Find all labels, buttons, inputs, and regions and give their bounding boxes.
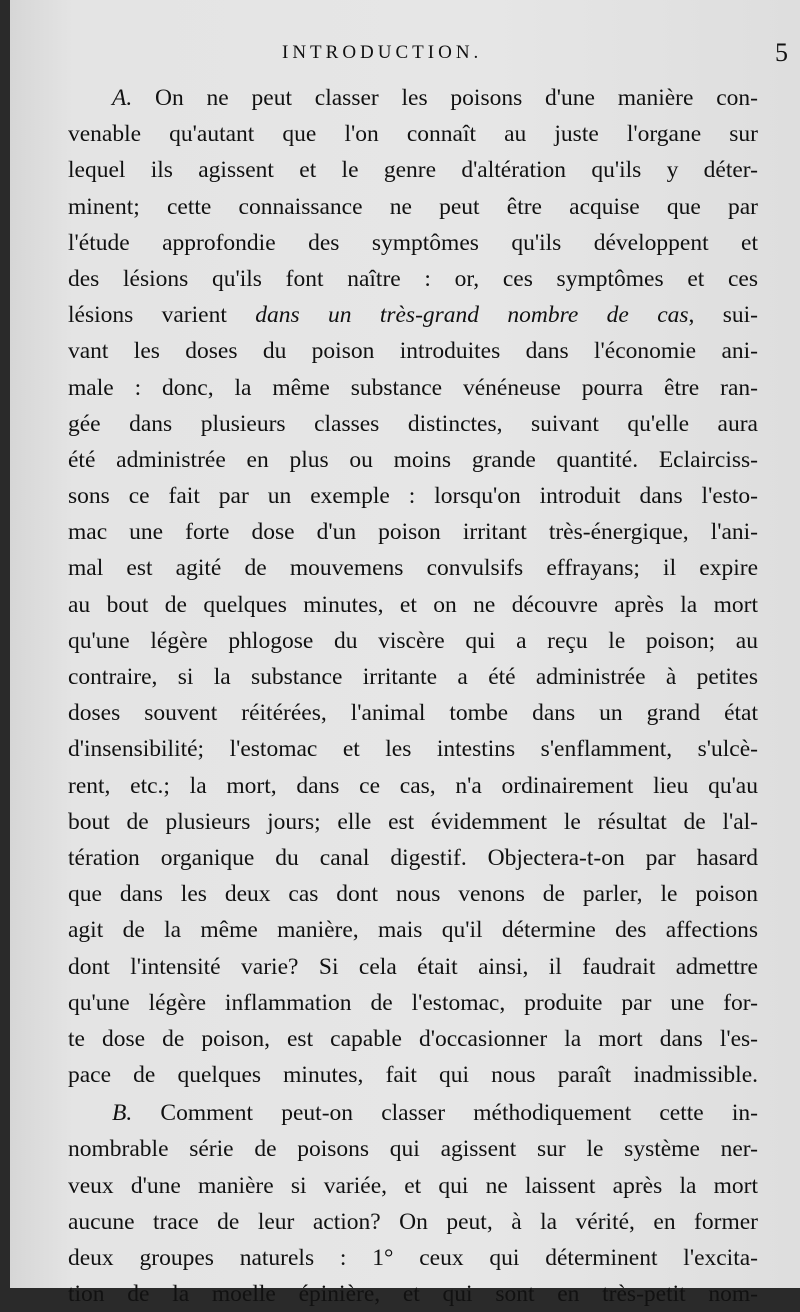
- paragraph-a-line-12: sons ce fait par un exemple : lorsqu'on introduit dans l'esto-: [68, 483, 758, 510]
- paragraph-a-line-14: mal est agité de mouvemens convulsifs effrayans; il expire: [68, 555, 758, 582]
- paragraph-a-line-5: l'étude approfondie des symptômes qu'ils développent et: [68, 229, 758, 256]
- paragraph-a-line-11: été administrée en plus ou moins grande quantité. Eclairciss-: [68, 446, 758, 473]
- paragraph-a-line-21: bout de plusieurs jours; elle est évidemment le résultat de l'al-: [68, 808, 758, 835]
- italic-phrase: dans un très-grand nombre de cas: [255, 302, 689, 329]
- paragraph-b-line-5: deux groupes naturels : 1° ceux qui déterminent l'excita-: [68, 1245, 758, 1271]
- paragraph-b-line-6: tion de la moelle épinière, et qui sont en très-petit nom-: [68, 1281, 758, 1308]
- body-text: [68, 80, 758, 1312]
- paragraph-a-line-2: venable qu'autant que l'on connaît au juste l'organe sur: [68, 121, 758, 148]
- running-head: INTRODUCTION.: [282, 42, 483, 63]
- paragraph-a-line-9: male : donc, la même substance vénéneuse pourra être ran-: [68, 374, 758, 401]
- page-header: [10, 38, 800, 72]
- page-number: 5: [775, 38, 788, 67]
- paragraph-a-line-16: qu'une légère phlogose du viscère qui a reçu le poison; au: [68, 627, 758, 654]
- paragraph-b-line-3: veux d'une manière si variée, et qui ne laissent après la mort: [68, 1172, 758, 1199]
- paragraph-a-line-27: te dose de poison, est capable d'occasionner la mort dans l'es-: [68, 1025, 758, 1052]
- paragraph-a-label: A.: [112, 85, 133, 111]
- paragraph-a-line-6: des lésions qu'ils font naître : or, ces symptômes et ces: [68, 265, 758, 292]
- paragraph-a-line-1: A. On ne peut classer les poisons d'une manière con-: [112, 85, 758, 111]
- paragraph-a-line-18: doses souvent réitérées, l'animal tombe dans un grand état: [68, 700, 758, 727]
- paragraph-a-line-4: minent; cette connaissance ne peut être acquise que par: [68, 193, 758, 220]
- paragraph-b-label: B.: [112, 1100, 133, 1127]
- paragraph-a-line-23: que dans les deux cas dont nous venons de parler, le poison: [68, 881, 758, 908]
- paragraph-a-line-3: lequel ils agissent et le genre d'altération qu'ils y déter-: [68, 157, 758, 184]
- paragraph-a-line-7: lésions varient dans un très-grand nombre de cas, sui-: [68, 302, 759, 329]
- paragraph-a-line-17: contraire, si la substance irritante a été administrée à petites: [68, 664, 758, 690]
- paragraph-a-line-26: qu'une légère inflammation de l'estomac, produite par une for-: [68, 989, 758, 1016]
- paragraph-a-line-24: agit de la même manière, mais qu'il détermine des affections: [68, 917, 758, 944]
- paragraph-b-line-2: nombrable série de poisons qui agissent sur le système ner-: [68, 1136, 758, 1163]
- book-page: [10, 0, 800, 1308]
- paragraph-a-line-15: au bout de quelques minutes, et on ne découvre après la mort: [68, 591, 758, 618]
- paragraph-a-line-13: mac une forte dose d'un poison irritant très-énergique, l'ani-: [68, 519, 758, 546]
- paragraph-a-line-28: pace de quelques minutes, fait qui nous paraît inadmissible.: [68, 1062, 758, 1089]
- paragraph-a-line-19: d'insensibilité; l'estomac et les intestins s'enflamment, s'ulcè-: [68, 736, 758, 763]
- paragraph-a-line-22: tération organique du canal digestif. Objectera-t-on par hasard: [68, 844, 758, 871]
- paragraph-b-line-4: aucune trace de leur action? On peut, à la vérité, en former: [68, 1208, 758, 1235]
- paragraph-a-line-20: rent, etc.; la mort, dans ce cas, n'a ordinairement lieu qu'au: [68, 772, 758, 799]
- paragraph-a-line-25: dont l'intensité varie? Si cela était ainsi, il faudrait admettre: [68, 953, 758, 980]
- paragraph-a-line-8: vant les doses du poison introduites dans l'économie ani-: [68, 338, 758, 365]
- paragraph-a-line-10: gée dans plusieurs classes distinctes, suivant qu'elle aura: [68, 410, 758, 437]
- paragraph-b-line-1: B. Comment peut-on classer méthodiquement cette in-: [112, 1100, 758, 1127]
